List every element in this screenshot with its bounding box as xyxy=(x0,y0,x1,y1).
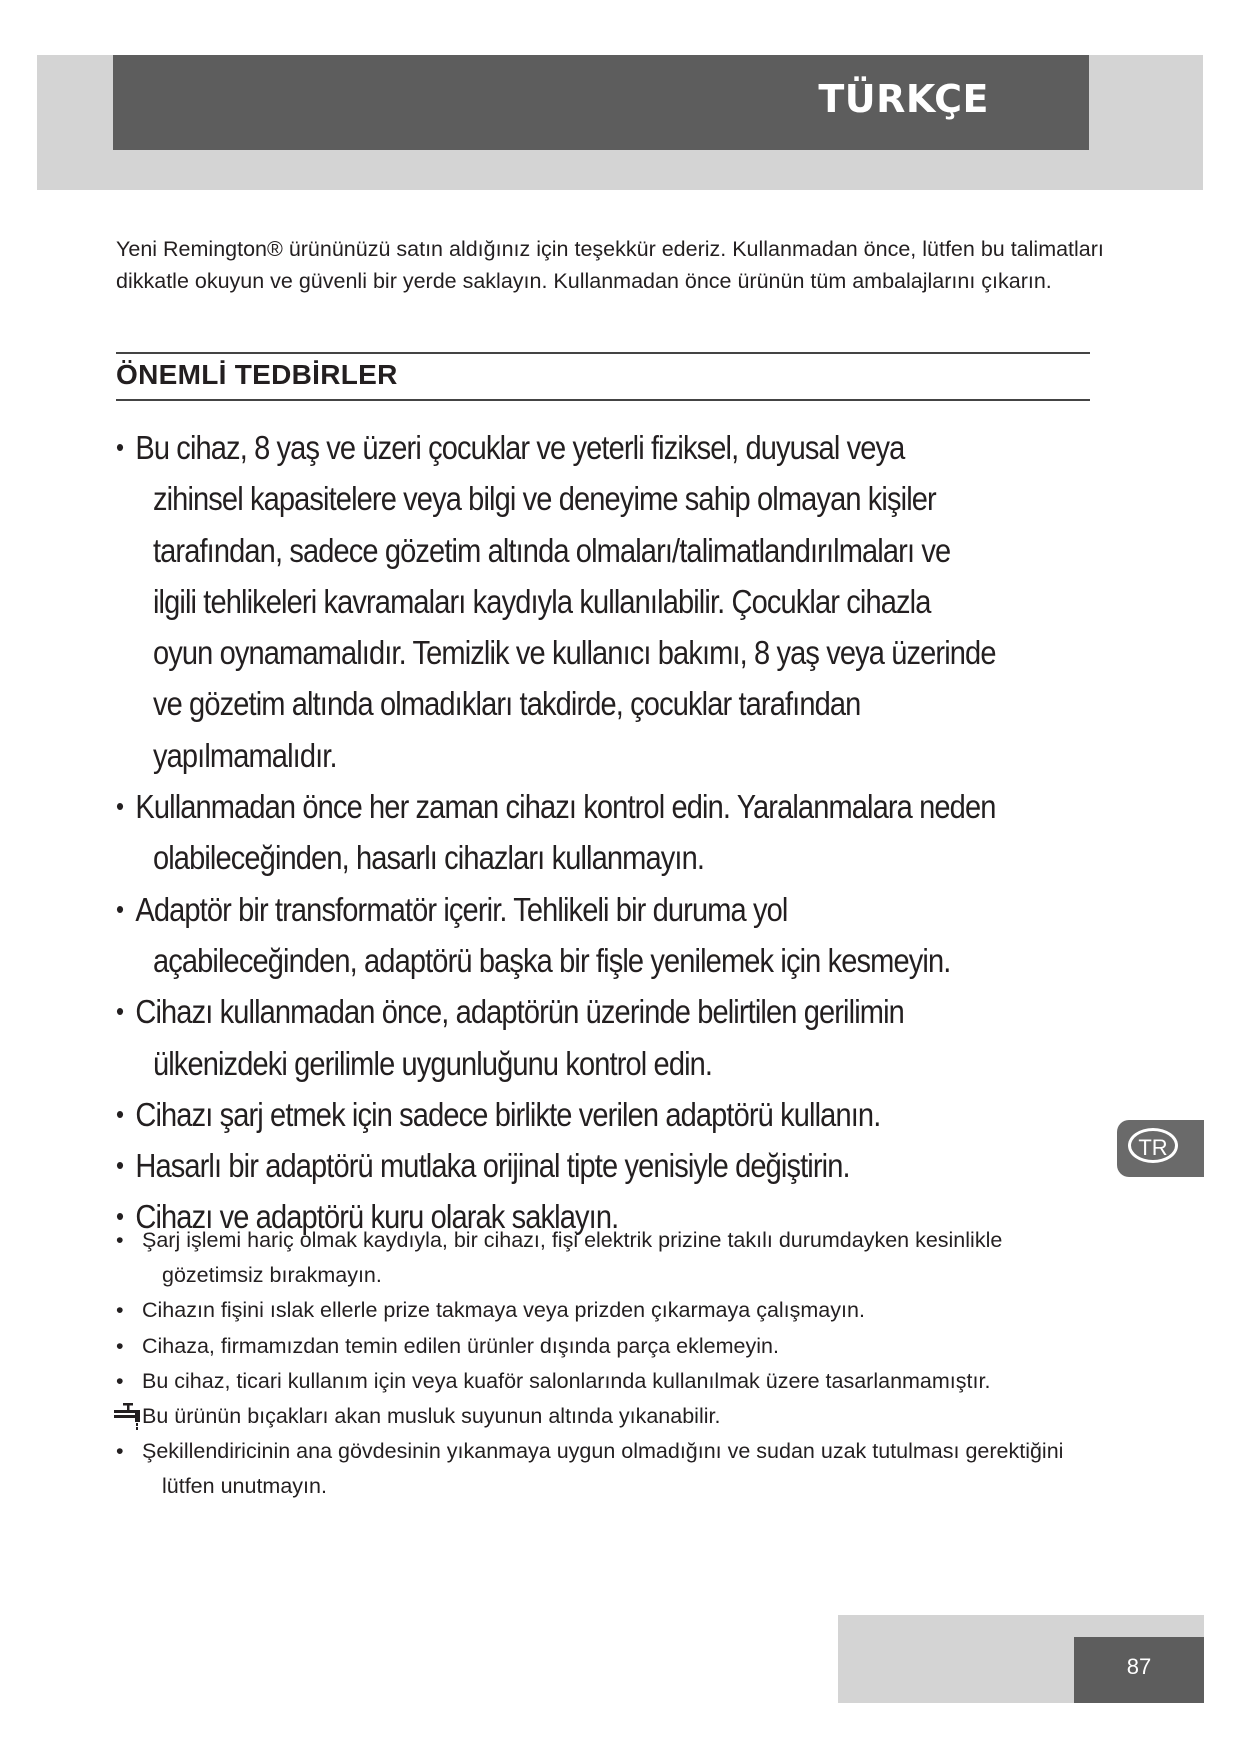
list-item: • Cihaza, firmamızdan temin edilen ürünler dışında parça eklemeyin. xyxy=(116,1329,1096,1364)
list-item: • Şekillendiricinin ana gövdesinin yıkanmaya uygun olmadığını ve sudan uzak tutulması gerektiğini lütfen unutmayın. xyxy=(116,1434,1096,1504)
section-bottom-rule xyxy=(116,399,1090,401)
section-top-rule xyxy=(116,352,1090,354)
language-tab xyxy=(1117,1120,1204,1177)
intro-paragraph: Yeni Remington® ürününüzü satın aldığınız için teşekkür ederiz. Kullanmadan önce, lütfen bu talimatları dikkatle okuyun ve güvenli bir yerde saklayın. Kullanmadan önce ürünün tüm ambalajlarını çıkarın. xyxy=(116,237,1104,293)
list-item: • Adaptör bir transformatör içerir. Tehlikeli bir duruma yol açabileceğinden, adaptörü başka bir fişle yenilemek için kesmeyin. xyxy=(116,884,996,987)
section-title: ÖNEMLİ TEDBİRLER xyxy=(116,359,398,390)
header-bar xyxy=(113,55,1089,150)
list-item-washable xyxy=(116,1399,1096,1434)
list-item: • Cihazı kullanmadan önce, adaptörün üzerinde belirtilen gerilimin ülkenizdeki gerilimle uygunluğunu kontrol edin. xyxy=(116,986,996,1089)
list-item: • Bu cihaz, 8 yaş ve üzeri çocuklar ve yeterli fiziksel, duyusal veya zihinsel kapasitelere veya bilgi ve deneyime sahip olmayan kişiler tarafından, sadece gözetim altında olmaları/talimatlandırılmaları ve ilgili tehlikeleri kavramaları kaydıyla kullanılabilir. Çocuklar cihazla oyun oynamamalıdır. Temizlik ve kullanıcı bakımı, 8 yaş veya üzerinde ve gözetim altında olmadıkları takdirde, çocuklar tarafından yapılmamalıdır. xyxy=(116,422,996,781)
water-tap-icon xyxy=(113,1401,145,1431)
list-item: • Kullanmadan önce her zaman cihazı kontrol edin. Yaralanmalara neden olabileceğinden, hasarlı cihazları kullanmayın. xyxy=(116,781,996,884)
language-badge: TR xyxy=(1128,1128,1178,1163)
list-item: • Hasarlı bir adaptörü mutlaka orijinal tipte yenisiyle değiştirin. xyxy=(116,1140,996,1191)
list-item: • Şarj işlemi hariç olmak kaydıyla, bir cihazı, fişi elektrik prizine takılı durumdayken kesinlikle gözetimsiz bırakmayın. xyxy=(116,1223,1096,1293)
page-number: 87 xyxy=(1074,1637,1204,1703)
list-item: • Bu cihaz, ticari kullanım için veya kuaför salonlarında kullanılmak üzere tasarlanmamıştır. xyxy=(116,1364,1096,1399)
list-item: • Cihazın fişini ıslak ellerle prize takmaya veya prizden çıkarmaya çalışmayın. xyxy=(116,1293,1096,1328)
list-item: • Cihazı şarj etmek için sadece birlikte verilen adaptörü kullanın. xyxy=(116,1089,996,1140)
page-title: TÜRKÇE xyxy=(818,77,989,121)
important-precautions-list xyxy=(116,422,996,1243)
list-item: • Cihazı ve adaptörü kuru olarak saklayın. xyxy=(116,1191,996,1242)
additional-precautions-list xyxy=(116,1223,1096,1505)
washable-text: Bu ürünün bıçakları akan musluk suyunun altında yıkanabilir. xyxy=(142,1404,721,1429)
